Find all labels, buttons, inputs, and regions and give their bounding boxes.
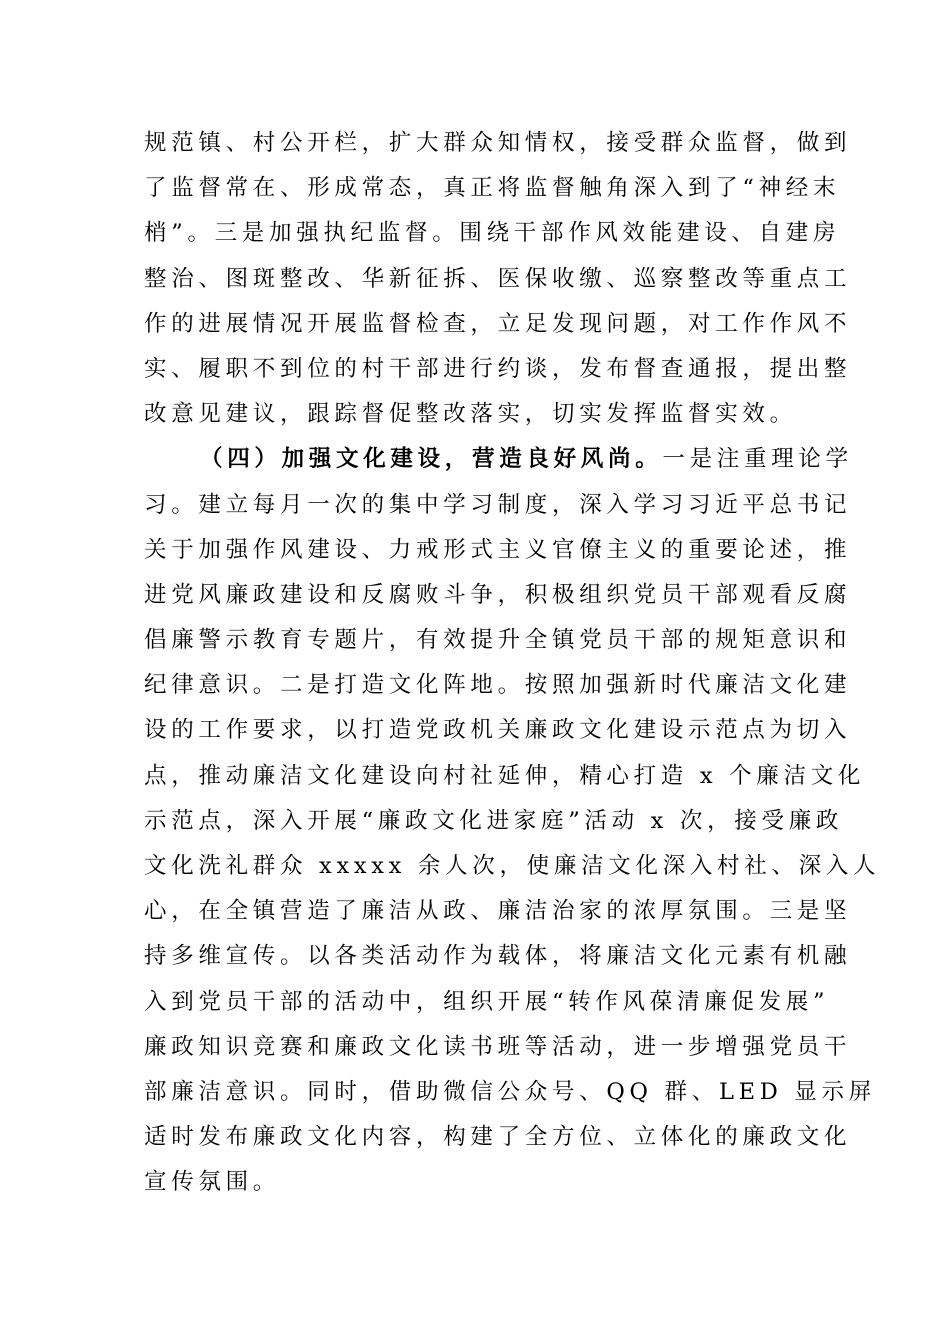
text-line: 关于加强作风建设、力戒形式主义官僚主义的重要论述，推: [144, 536, 852, 563]
text-line: 宣传氛围。: [144, 1169, 281, 1196]
text-line: 纪律意识。二是打造文化阵地。按照加强新时代廉洁文化建: [144, 672, 852, 699]
paragraph-supervision: [144, 121, 852, 437]
text-line: 廉政知识竞赛和廉政文化读书班等活动，进一步增强党员干: [144, 1033, 852, 1060]
text-line: 心，在全镇营造了廉洁从政、廉洁治家的浓厚氛围。三是坚: [144, 898, 852, 925]
text-line: 持多维宣传。以各类活动作为载体，将廉洁文化元素有机融: [144, 943, 852, 970]
text-line: 作的进展情况开展监督检查，立足发现问题，对工作作风不: [144, 310, 852, 337]
text-line: 设的工作要求，以打造党政机关廉政文化建设示范点为切入: [144, 717, 852, 744]
text-line: 文化洗礼群众 xxxxx 余人次，使廉洁文化深入村社、深入人: [144, 853, 881, 879]
paragraph-culture-building: [144, 437, 881, 1205]
text-line: 点，推动廉洁文化建设向村社延伸，精心打造 x 个廉洁文化: [144, 762, 866, 789]
text-line: 了监督常在、形成常态，真正将监督触角深入到了“神经末: [144, 175, 841, 202]
text-line: 适时发布廉政文化内容，构建了全方位、立体化的廉政文化: [144, 1124, 852, 1151]
text-line: 入到党员干部的活动中，组织开展“转作风葆清廉促发展”: [144, 988, 830, 1015]
text-line: 实、履职不到位的村干部进行约谈，发布督查通报，提出整: [144, 355, 852, 382]
text-line-with-heading: [144, 437, 853, 482]
text-line: 习。建立每月一次的集中学习制度，深入学习习近平总书记: [144, 491, 852, 518]
document-page: [144, 121, 881, 1206]
text-line: 梢”。三是加强执纪监督。围绕干部作风效能建设、自建房: [144, 220, 841, 247]
text-fragment: 一是注重理论学: [662, 446, 853, 473]
text-line: 部廉洁意识。同时，借助微信公众号、QQ 群、LED 显示屏: [144, 1078, 876, 1105]
text-line: 示范点，深入开展“廉政文化进家庭”活动 x 次，接受廉政: [144, 807, 844, 834]
section-heading: （四）加强文化建设，营造良好风尚。: [200, 446, 663, 473]
text-line: 改意见建议，跟踪督促整改落实，切实发挥监督实效。: [144, 401, 797, 428]
text-line: 倡廉警示教育专题片，有效提升全镇党员干部的规矩意识和: [144, 627, 852, 654]
text-line: 规范镇、村公开栏，扩大群众知情权，接受群众监督，做到: [144, 130, 852, 156]
text-line: 进党风廉政建设和反腐败斗争，积极组织党员干部观看反腐: [144, 581, 852, 608]
text-line: 整治、图斑整改、华新征拆、医保收缴、巡察整改等重点工: [144, 265, 852, 292]
